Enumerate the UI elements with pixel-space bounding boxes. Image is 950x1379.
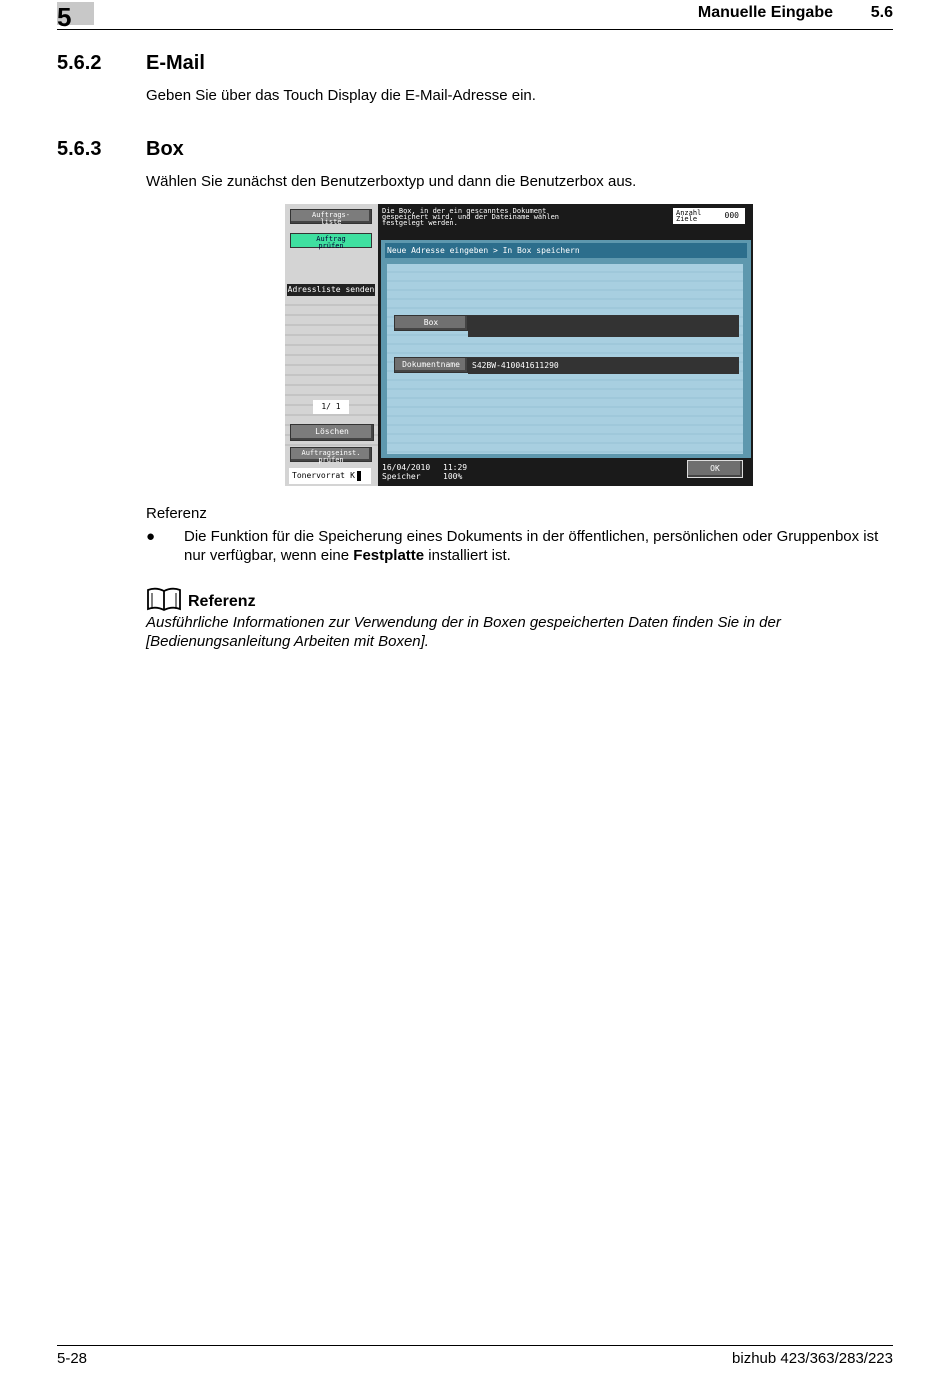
header-divider	[57, 29, 893, 30]
section-number-box: 5.6.3	[57, 138, 102, 160]
message-line-3: festgelegt werden.	[382, 219, 458, 227]
main-panel	[381, 240, 751, 458]
bullet-icon: ●	[146, 528, 156, 545]
ok-button[interactable]: OK	[687, 460, 743, 478]
section-text-box: Wählen Sie zunächst den Benutzerboxtyp und dann die Benutzerbox aus.	[146, 173, 637, 190]
message-line-2: gespeichert wird, und der Dateiname wählen	[382, 213, 560, 221]
check-settings-label-1: Auftragseinst.	[301, 449, 361, 457]
check-job-label-2: prüfen	[318, 242, 344, 250]
job-list-label-1: Auftrags-	[312, 211, 350, 219]
bullet-text	[184, 527, 899, 565]
job-list-label-2: liste	[320, 218, 342, 226]
page-counter: 1/ 1	[313, 400, 349, 414]
status-memory-value: 100%	[443, 472, 463, 481]
section-text-email: Geben Sie über das Touch Display die E-Mail-Adresse ein.	[146, 87, 536, 104]
document-name-button[interactable]: Dokumentname	[394, 357, 468, 373]
section-title-email: E-Mail	[146, 52, 205, 74]
toner-indicator	[289, 468, 371, 484]
book-icon	[146, 587, 182, 613]
status-memory-label: Speicher	[382, 472, 421, 481]
section-number-email: 5.6.2	[57, 52, 102, 74]
footer-divider	[57, 1345, 893, 1346]
destination-count: 000	[724, 211, 739, 220]
message-line-1: Die Box, in der ein gescanntes Dokument	[382, 207, 547, 215]
check-settings-button[interactable]	[290, 447, 372, 462]
header-title: Manuelle Eingabe	[697, 4, 833, 21]
check-job-button[interactable]	[290, 233, 372, 248]
status-time-memory	[443, 463, 467, 481]
form-area	[387, 264, 743, 454]
status-date: 16/04/2010	[382, 463, 431, 472]
product-name: bizhub 423/363/283/223	[732, 1350, 893, 1367]
toner-label: Tonervorrat	[292, 471, 345, 480]
job-list-button[interactable]	[290, 209, 372, 224]
destination-label-2: Ziele	[676, 215, 698, 223]
check-job-label-1: Auftrag	[316, 235, 346, 243]
destination-count-box	[673, 208, 745, 224]
toner-color: K	[350, 471, 355, 480]
destination-label-1: Anzahl	[676, 209, 702, 217]
check-settings-label-2: prüfen	[318, 456, 344, 464]
header-section-number: 5.6	[870, 4, 893, 21]
bullet-text-part-1: Die Funktion für die Speicherung eines Dokuments in der öffentlichen, persönlichen oder Gruppenbox ist nur verfügbar, wenn eine	[184, 528, 879, 564]
reference-label: Referenz	[146, 505, 207, 522]
box-field[interactable]	[468, 315, 739, 337]
toner-level-bar	[357, 471, 361, 481]
delete-button[interactable]: Löschen	[290, 424, 374, 441]
device-screen	[285, 204, 753, 486]
instruction-message	[382, 208, 662, 226]
bullet-text-bold: Festplatte	[353, 547, 425, 564]
bullet-text-part-2: installiert ist.	[424, 547, 511, 564]
reference-text: Ausführliche Informationen zur Verwendung der in Boxen gespeicherten Daten finden Sie in der [Bedienungsanleitung Arbeiten mit Boxen].	[146, 614, 781, 650]
status-date-memory	[382, 463, 430, 481]
box-button[interactable]: Box	[394, 315, 468, 331]
document-name-field[interactable]: S42BW-410041611290	[468, 357, 739, 374]
breadcrumb: Neue Adresse eingeben > In Box speichern	[385, 243, 747, 258]
section-title-box: Box	[146, 138, 184, 160]
status-time: 11:29	[443, 463, 468, 472]
chapter-number: 5	[57, 2, 72, 32]
page-number: 5-28	[57, 1350, 88, 1367]
reference-title: Referenz	[188, 593, 256, 610]
address-list-label: Adressliste senden	[287, 285, 375, 294]
left-panel	[285, 204, 378, 486]
